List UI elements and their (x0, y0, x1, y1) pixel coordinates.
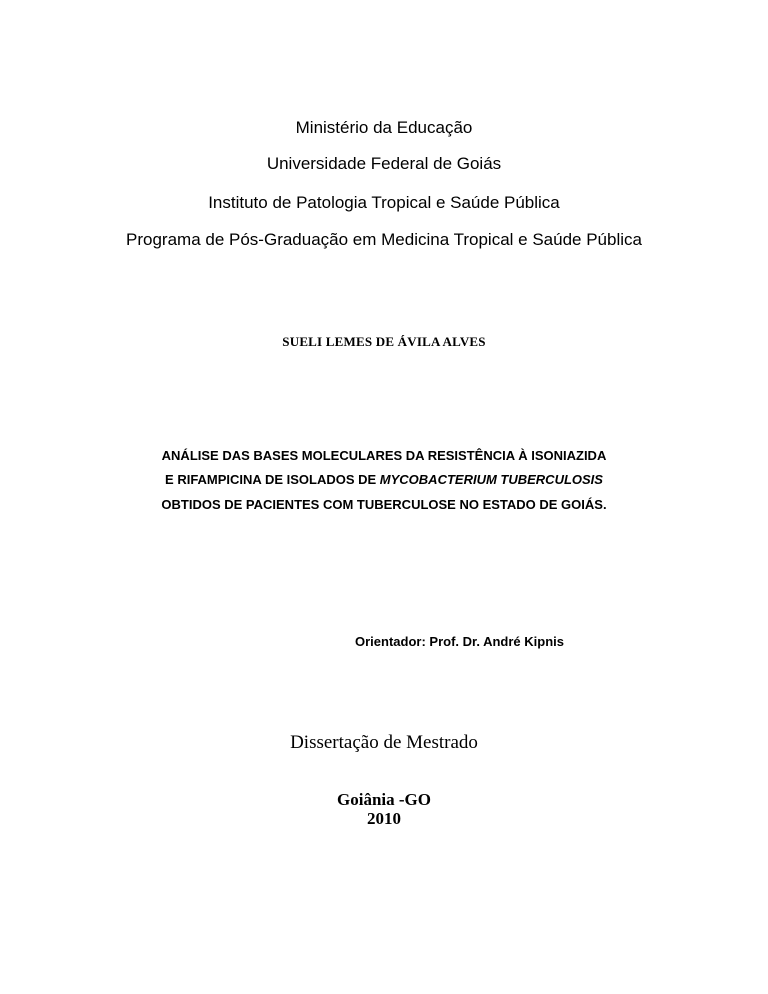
thesis-title-line-3: OBTIDOS DE PACIENTES COM TUBERCULOSE NO ESTADO DE GOIÁS. (161, 497, 607, 512)
thesis-title-line-2 (0, 472, 768, 488)
program-name: Programa de Pós-Graduação em Medicina Tropical e Saúde Pública (126, 230, 642, 249)
university-name: Universidade Federal de Goiás (266, 154, 502, 173)
thesis-title-line-1: ANÁLISE DAS BASES MOLECULARES DA RESISTÊNCIA À ISONIAZIDA (161, 448, 607, 463)
year: 2010 (367, 809, 401, 828)
author-name: SUELI LEMES DE ÁVILA ALVES (282, 334, 486, 349)
thesis-title-line-2-prefix: E RIFAMPICINA DE ISOLADOS DE (165, 472, 380, 487)
species-name: MYCOBACTERIUM TUBERCULOSIS (379, 472, 603, 487)
advisor-name: Orientador: Prof. Dr. André Kipnis (355, 634, 564, 649)
degree-type: Dissertação de Mestrado (290, 732, 478, 753)
place-name: Goiânia -GO (337, 790, 431, 809)
ministry-name: Ministério da Educação (295, 118, 473, 137)
institute-name: Instituto de Patologia Tropical e Saúde Pública (208, 193, 560, 212)
